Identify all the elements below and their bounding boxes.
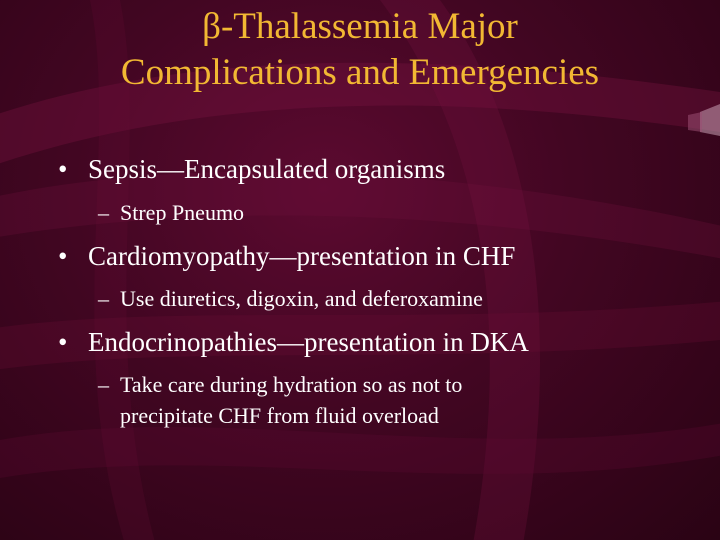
dash-glyph: – — [98, 372, 109, 397]
bullet-text: Cardiomyopathy—presentation in CHF — [88, 241, 516, 271]
bullet-item-sepsis — [58, 153, 445, 185]
sub-text: Use diuretics, digoxin, and deferoxamine — [120, 286, 483, 311]
bullet-glyph: • — [58, 241, 68, 271]
title-line-1: β-Thalassemia Major — [202, 6, 518, 47]
dash-glyph: – — [98, 200, 109, 225]
sub-text: Take care during hydration so as not to — [120, 372, 463, 397]
dash-glyph: – — [98, 286, 109, 311]
bullet-text: Sepsis—Encapsulated organisms — [88, 154, 446, 184]
sub-item-diuretics — [98, 283, 483, 314]
sub-item-hydration — [98, 369, 462, 431]
bullet-glyph: • — [58, 154, 68, 184]
bullet-text: Endocrinopathies—presentation in DKA — [88, 327, 529, 357]
bullet-glyph: • — [58, 327, 68, 357]
bullet-item-endocrinopathies — [58, 326, 529, 358]
sub-item-strep — [98, 197, 244, 228]
title-line-2: Complications and Emergencies — [120, 52, 600, 93]
sub-text-continuation: precipitate CHF from fluid overload — [120, 403, 439, 428]
sub-text: Strep Pneumo — [120, 200, 245, 225]
bullet-item-cardiomyopathy — [58, 240, 515, 272]
